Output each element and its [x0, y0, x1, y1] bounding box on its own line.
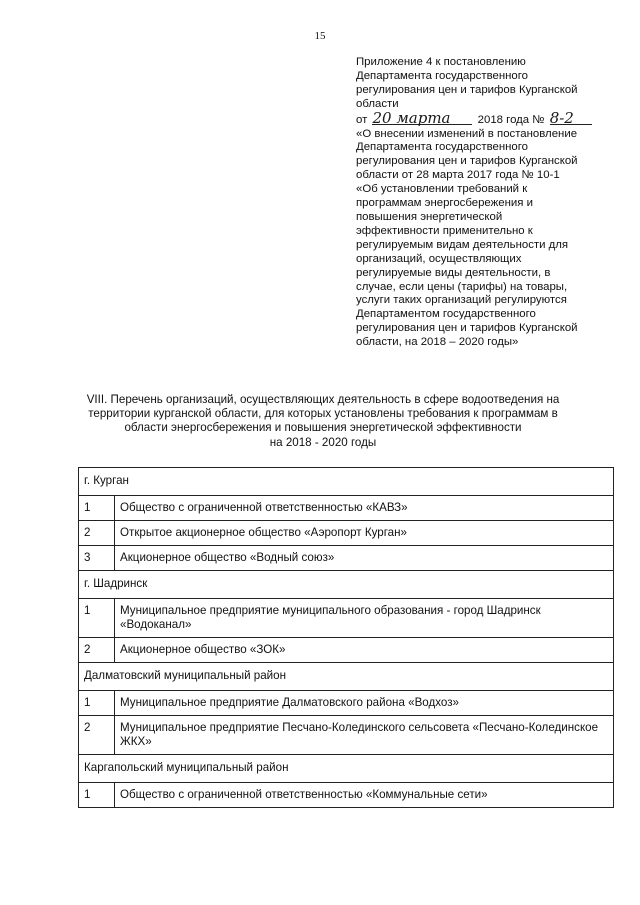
- organization-name: Муниципальное предприятие Песчано-Колединского сельсовета «Песчано-Колединское ЖКХ»: [115, 716, 614, 755]
- organization-name: Муниципальное предприятие Далматовского района «Водхоз»: [115, 691, 614, 716]
- appendix-line: регулирования цен и тарифов Курганской: [356, 155, 578, 168]
- organization-name: Акционерное общество «Водный союз»: [115, 546, 614, 571]
- row-number: 1: [79, 496, 115, 521]
- handwritten-date: 20 марта: [372, 112, 472, 125]
- appendix-date-line: [356, 108, 620, 128]
- table-row: [79, 716, 614, 755]
- appendix-line: Приложение 4 к постановлению: [356, 56, 526, 68]
- group-row: [79, 571, 614, 599]
- group-header-kargapolsky: Каргапольский муниципальный район: [79, 755, 614, 783]
- appendix-line: эффективности применительно к: [356, 224, 533, 237]
- appendix-line: повышения энергетической: [356, 210, 503, 223]
- appendix-line: регулирования цен и тарифов Курганской: [356, 322, 578, 335]
- group-row: [79, 755, 614, 783]
- page-number: 15: [314, 30, 326, 42]
- table-row: [79, 638, 614, 663]
- table-row: [79, 521, 614, 546]
- appendix-line: услуги таких организаций регулируются: [356, 294, 567, 307]
- organization-name: Открытое акционерное общество «Аэропорт Курган»: [115, 521, 614, 546]
- appendix-line: «О внесении изменений в постановление: [356, 127, 578, 140]
- organization-name: Общество с ограниченной ответственностью «Коммунальные сети»: [115, 783, 614, 808]
- appendix-line: Департаментом государственного: [356, 308, 536, 321]
- appendix-line: области от 28 марта 2017 года № 10-1: [356, 169, 560, 182]
- table-row: [79, 546, 614, 571]
- appendix-line: «Об установлении требований к: [356, 183, 528, 196]
- table-row: [79, 599, 614, 638]
- group-header-shadrinsk: г. Шадринск: [79, 571, 614, 599]
- row-number: 1: [79, 783, 115, 808]
- date-prefix: от: [356, 113, 368, 126]
- appendix-line: программам энергосбережения и: [356, 197, 533, 210]
- table-row: [79, 496, 614, 521]
- row-number: 1: [79, 691, 115, 716]
- appendix-line: Департамента государственного: [356, 69, 528, 82]
- appendix-header: [356, 56, 620, 350]
- appendix-line: регулирования цен и тарифов Курганской: [356, 83, 578, 96]
- group-header-dalmatovsky: Далматовский муниципальный район: [79, 663, 614, 691]
- appendix-line: регулируемым видам деятельности для: [356, 238, 569, 251]
- table-row: [79, 691, 614, 716]
- section-title-line: на 2018 - 2020 годы: [269, 435, 377, 449]
- handwritten-number: 8-2: [550, 112, 592, 125]
- row-number: 2: [79, 716, 115, 755]
- appendix-line: области, на 2018 – 2020 годы»: [356, 336, 519, 349]
- appendix-line: организаций, осуществляющих: [356, 252, 522, 265]
- row-number: 1: [79, 599, 115, 638]
- organization-name: Общество с ограниченной ответственностью «КАВЗ»: [115, 496, 614, 521]
- group-row: [79, 468, 614, 496]
- section-title-line: VIII. Перечень организаций, осуществляющих деятельность в сфере водоотведения на: [86, 393, 560, 406]
- row-number: 2: [79, 521, 115, 546]
- row-number: 2: [79, 638, 115, 663]
- section-title-line: области энергосбережения и повышения энергетической эффективности: [124, 421, 522, 435]
- organizations-table: [78, 467, 614, 808]
- group-header-kurgan: г. Курган: [79, 468, 614, 496]
- section-title-line: территории курганской области, для которых установлены требования к программам в: [88, 407, 558, 421]
- appendix-line: Департамента государственного: [356, 141, 528, 154]
- date-year: 2018 года №: [477, 113, 545, 126]
- appendix-line: случае, если цены (тарифы) на товары,: [356, 280, 568, 293]
- row-number: 3: [79, 546, 115, 571]
- appendix-line: регулируемые виды деятельности, в: [356, 266, 551, 279]
- group-row: [79, 663, 614, 691]
- appendix-line: области: [356, 97, 399, 110]
- organization-name: Акционерное общество «ЗОК»: [115, 638, 614, 663]
- organization-name: Муниципальное предприятие муниципального образования - город Шадринск «Водоканал»: [115, 599, 614, 638]
- section-title: [78, 393, 568, 450]
- table-row: [79, 783, 614, 808]
